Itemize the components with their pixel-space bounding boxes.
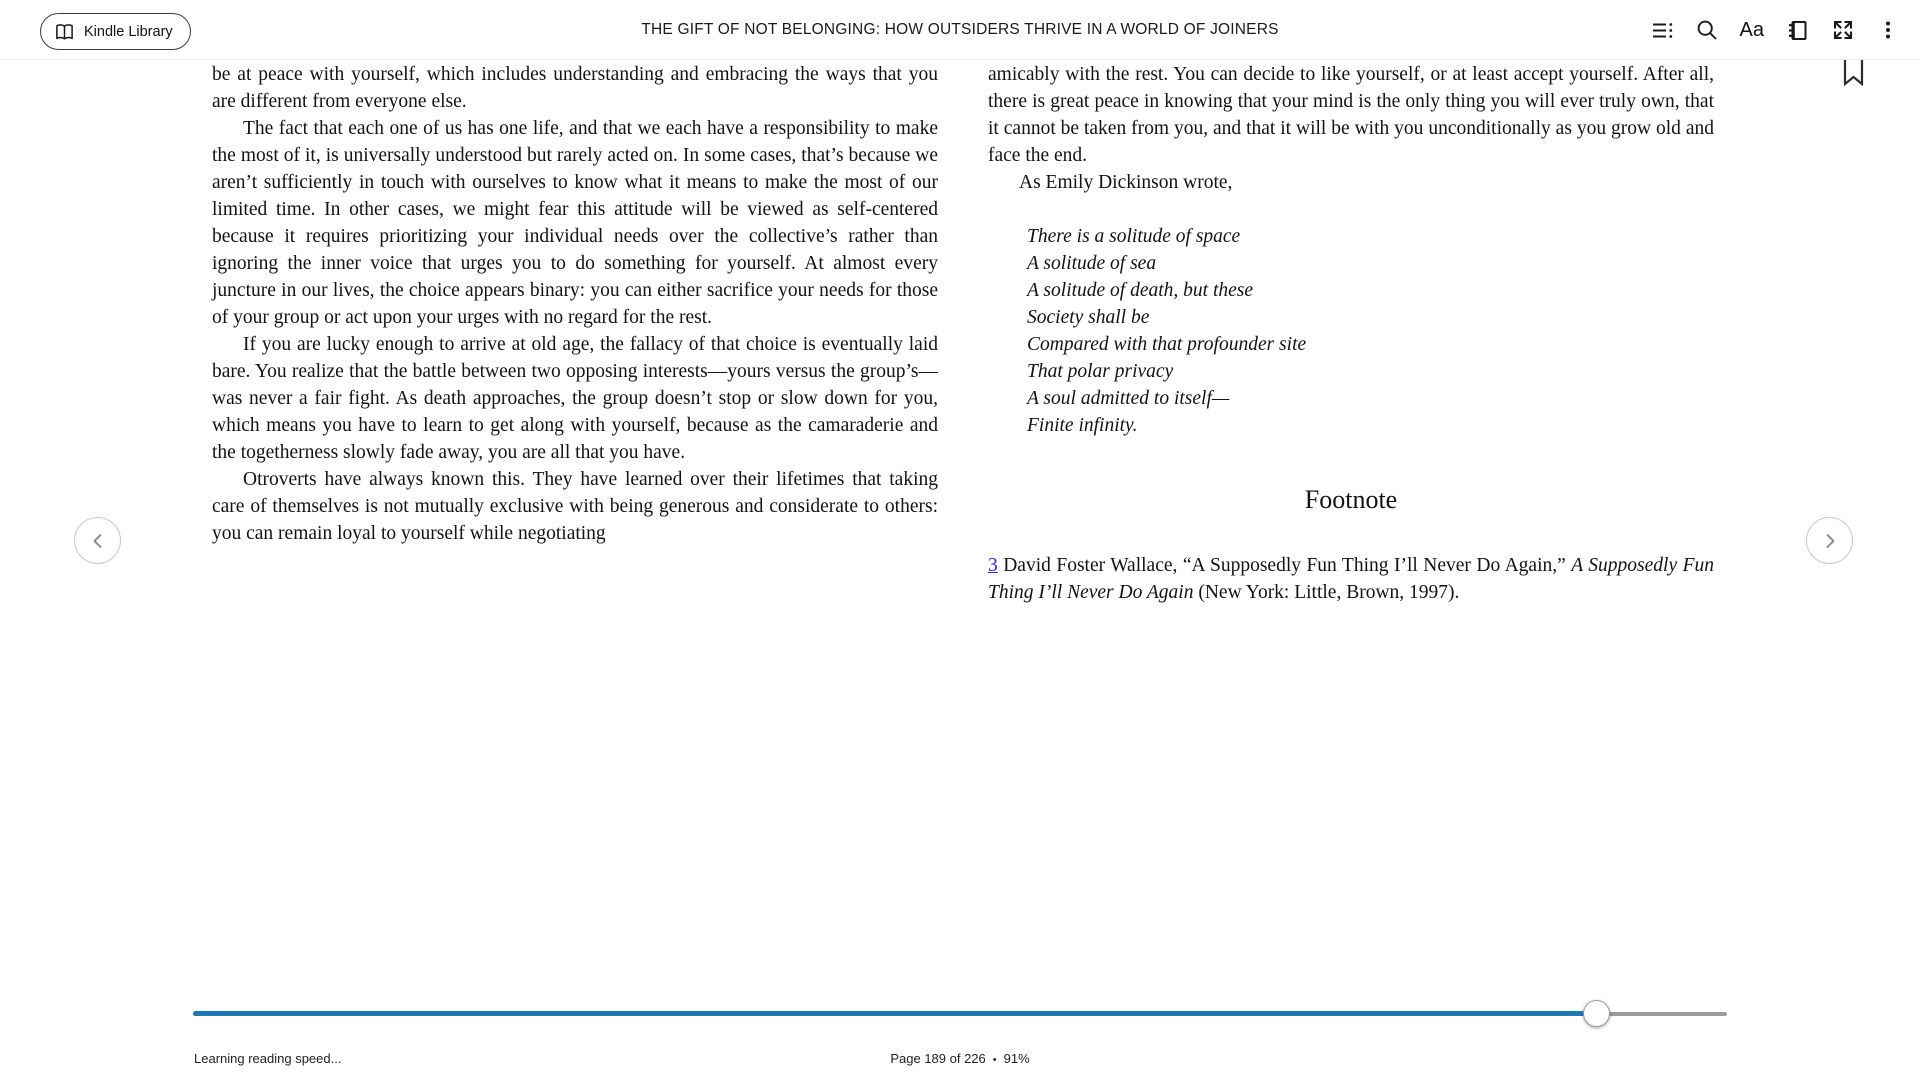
footnote-publisher: (New York: Little, Brown, 1997). bbox=[1193, 582, 1460, 603]
footnote-text bbox=[988, 552, 1714, 606]
next-page-button[interactable] bbox=[1806, 517, 1853, 564]
fullscreen-icon bbox=[1831, 18, 1855, 42]
paragraph: If you are lucky enough to arrive at old age, the fallacy of that choice is eventually laid bare. You realize that the battle between two opposing interests—yours versus the group’s—was never a fair fight. As death approaches, the group doesn’t stop or slow down for you, which means you have to learn to get along with yourself, because as the camaraderie and the togetherness slowly fade away, you are all that you have. bbox=[212, 334, 938, 463]
left-column bbox=[212, 61, 938, 606]
bookmark-button[interactable] bbox=[1843, 57, 1864, 86]
search-button[interactable] bbox=[1691, 14, 1723, 46]
reading-area bbox=[212, 61, 1714, 606]
chevron-left-icon bbox=[87, 530, 109, 552]
previous-page-button[interactable] bbox=[74, 517, 121, 564]
poem-line: A solitude of sea bbox=[1027, 253, 1157, 274]
poem-line: A solitude of death, but these bbox=[1027, 280, 1254, 301]
right-column bbox=[988, 61, 1714, 606]
font-settings-button[interactable] bbox=[1735, 15, 1769, 45]
page-status bbox=[0, 1051, 1920, 1066]
bookmark-icon bbox=[1843, 57, 1864, 86]
reading-layout-icon bbox=[1786, 19, 1809, 42]
footnote-book-title: A Supposedly Fun Thing I’ll Never Do Again bbox=[988, 555, 1714, 603]
reading-layout-button[interactable] bbox=[1781, 14, 1814, 47]
top-bar bbox=[0, 0, 1920, 60]
poem-block bbox=[1027, 223, 1714, 439]
search-icon bbox=[1696, 19, 1718, 41]
page-number-label: Page 189 of 226 bbox=[890, 1051, 986, 1066]
paragraph: be at peace with yourself, which includes understanding and embracing the ways that you are different from everyone else. bbox=[212, 64, 938, 112]
poem-line: Finite infinity. bbox=[1027, 415, 1138, 436]
paragraph: As Emily Dickinson wrote, bbox=[1019, 172, 1233, 193]
open-book-icon bbox=[54, 22, 75, 41]
paragraph: The fact that each one of us has one life, and that we each have a responsibility to make the most of it, is universally understood but rarely acted on. In some cases, that’s because we aren’t sufficiently in touch with ourselves to know what it means to make the most of our limited time. In other cases, we might fear this attitude will be viewed as self-centered because it requires prioritizing your individual needs over the collective’s rather than ignoring the inner voice that urges you to do something for yourself. At almost every juncture in our lives, the choice appears binary: you can either sacrifice your needs for those of your group or act upon your urges with no regard for the rest. bbox=[212, 118, 938, 328]
top-bar-icons bbox=[1646, 0, 1904, 60]
progress-slider[interactable] bbox=[193, 1004, 1727, 1024]
toc-button[interactable] bbox=[1646, 14, 1679, 47]
paragraph: Otroverts have always known this. They have learned over their lifetimes that taking care of themselves is not mutually exclusive with being generous and considerate to others: you can remain loyal to yourself while negotiating bbox=[212, 469, 938, 544]
book-title: THE GIFT OF NOT BELONGING: HOW OUTSIDERS THRIVE IN A WORLD OF JOINERS bbox=[641, 21, 1279, 38]
poem-line: That polar privacy bbox=[1027, 361, 1174, 382]
status-separator: • bbox=[992, 1054, 997, 1066]
footnote-heading: Footnote bbox=[1304, 485, 1398, 514]
font-settings-icon: Aa bbox=[1739, 19, 1764, 41]
chevron-right-icon bbox=[1819, 530, 1841, 552]
more-options-icon bbox=[1877, 19, 1899, 41]
reading-speed-status: Learning reading speed... bbox=[194, 1051, 342, 1066]
kindle-library-label: Kindle Library bbox=[84, 23, 173, 40]
poem-line: Society shall be bbox=[1027, 307, 1150, 328]
kindle-library-button[interactable] bbox=[40, 13, 191, 50]
more-options-button[interactable] bbox=[1872, 14, 1904, 46]
poem-line: A soul admitted to itself— bbox=[1027, 388, 1230, 409]
footnote-ref-link[interactable]: 3 bbox=[988, 555, 998, 576]
toc-icon bbox=[1651, 19, 1674, 42]
percent-label: 91% bbox=[1003, 1051, 1030, 1066]
poem-line: Compared with that profounder site bbox=[1027, 334, 1307, 355]
progress-fill bbox=[193, 1011, 1597, 1016]
fullscreen-button[interactable] bbox=[1826, 13, 1860, 47]
progress-slider-handle[interactable] bbox=[1583, 1000, 1610, 1027]
footnote-citation: David Foster Wallace, “A Supposedly Fun Thing I’ll Never Do Again,” bbox=[997, 555, 1572, 576]
poem-line: There is a solitude of space bbox=[1027, 226, 1241, 247]
paragraph: amicably with the rest. You can decide to like yourself, or at least accept yourself. After all, there is great peace in knowing that your mind is the only thing you will ever truly own, that it cannot be taken from you, and that it will be with you unconditionally as you grow old and face the end. bbox=[988, 64, 1714, 166]
